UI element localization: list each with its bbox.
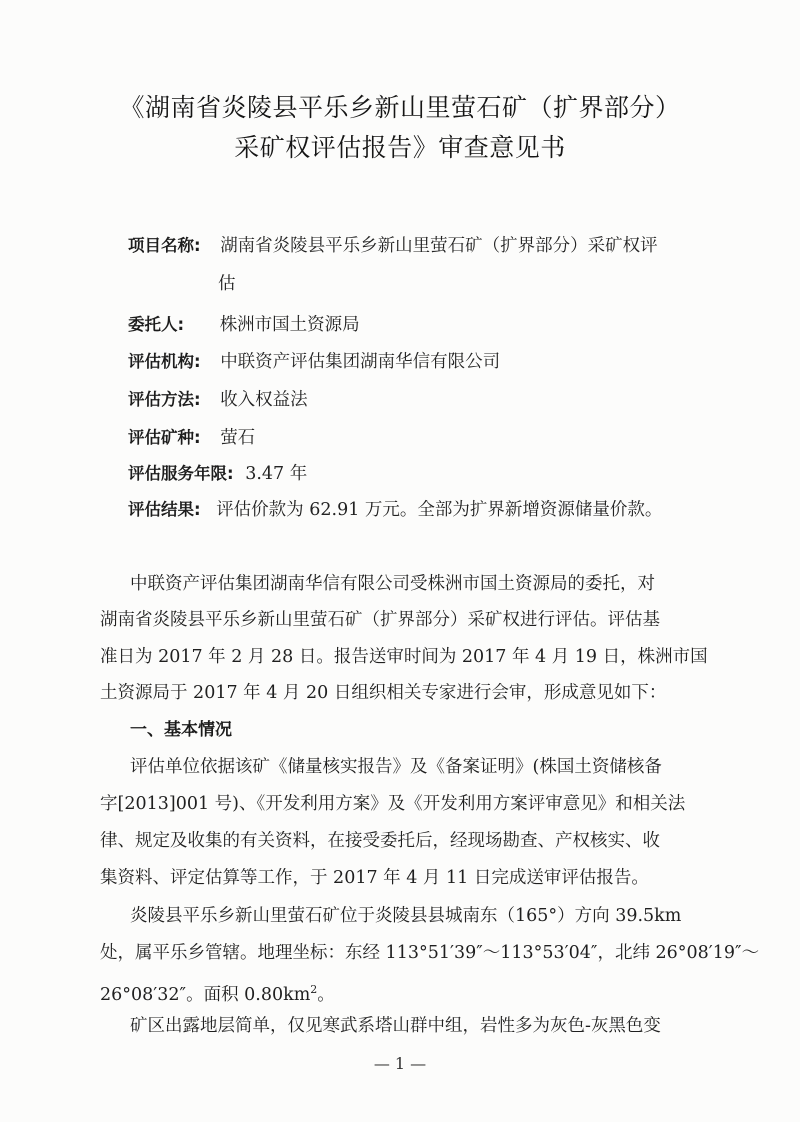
page-number: — 1 —	[373, 1054, 427, 1073]
intro-line-4: 土资源局于 2017 年 4 月 20 日组织相关专家进行会审，形成意见如下：	[100, 683, 667, 703]
method-label: 评估方法:	[128, 390, 201, 409]
meta-period	[128, 462, 307, 486]
project-value-cont: 估	[218, 274, 236, 294]
meta-client	[128, 313, 360, 337]
mineral-label: 评估矿种:	[128, 428, 201, 447]
s1-p1-line-3: 律、规定及收集的有关资料，在接受委托后，经现场勘查、产权核实、收	[100, 831, 660, 851]
s1-p3-line-1: 矿区出露地层简单，仅见寒武系塔山群中组，岩性多为灰色-灰黑色变	[130, 1016, 661, 1036]
intro-line-2: 湖南省炎陵县平乐乡新山里萤石矿（扩界部分）采矿权进行评估。评估基	[100, 610, 660, 630]
result-value: 评估价款为 62.91 万元。全部为扩界新增资源储量价款。	[216, 500, 663, 520]
area-superscript: 2	[310, 983, 318, 996]
s1-p1-line-1: 评估单位依据该矿《储量核实报告》及《备案证明》(株国土资储核备	[130, 757, 662, 777]
area-text: 26°08′32″。面积 0.80km	[100, 984, 311, 1005]
s1-p2-line-2: 处，属平乐乡管辖。地理坐标：东经 113°51′39″～113°53′04″，北纬 26°08′19″～	[100, 943, 760, 963]
intro-line-1: 中联资产评估集团湖南华信有限公司受株洲市国土资源局的委托，对	[130, 574, 655, 594]
area-suffix: 。	[317, 984, 335, 1005]
title-line-2: 采矿权评估报告》审查意见书	[234, 133, 566, 162]
period-value: 3.47 年	[245, 464, 308, 484]
method-value: 收入权益法	[220, 390, 308, 410]
s1-p2-line-1: 炎陵县平乐乡新山里萤石矿位于炎陵县县城南东（165°）方向 39.5km	[130, 906, 682, 926]
client-value: 株洲市国土资源局	[219, 315, 360, 335]
s1-p1-line-2: 字[2013]001 号)、《开发利用方案》及《开发利用方案评审意见》和相关法	[100, 794, 686, 814]
meta-mineral	[128, 426, 255, 450]
intro-line-3: 准日为 2017 年 2 月 28 日。报告送审时间为 2017 年 4 月 19 日，株洲市国	[100, 647, 708, 667]
agency-label: 评估机构:	[128, 352, 201, 371]
mineral-value: 萤石	[220, 428, 256, 448]
project-value: 湖南省炎陵县平乐乡新山里萤石矿（扩界部分）采矿权评	[220, 236, 658, 256]
section-1-heading: 一、基本情况	[130, 720, 232, 740]
client-label: 委托人:	[128, 315, 185, 334]
s1-p2-line-3	[100, 978, 700, 1007]
result-label: 评估结果:	[128, 500, 201, 519]
project-label: 项目名称:	[128, 236, 201, 255]
s1-p1-line-4: 集资料、评定估算等工作，于 2017 年 4 月 11 日完成送审评估报告。	[100, 868, 649, 888]
period-label: 评估服务年限:	[128, 464, 234, 483]
title-line-1: 《湖南省炎陵县平乐乡新山里萤石矿（扩界部分）	[119, 93, 681, 122]
meta-method	[128, 388, 308, 412]
meta-agency	[128, 350, 500, 374]
meta-project	[128, 234, 658, 258]
agency-value: 中联资产评估集团湖南华信有限公司	[220, 352, 501, 372]
meta-result	[128, 498, 662, 522]
